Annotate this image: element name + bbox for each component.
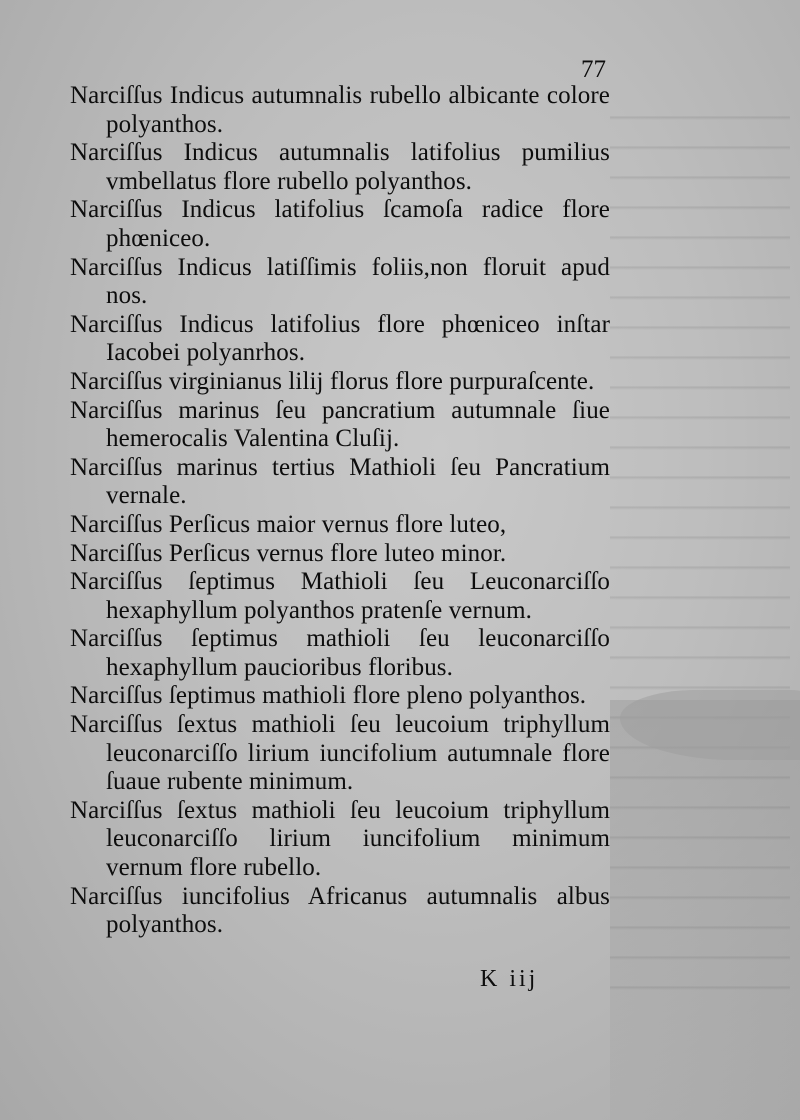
list-item: Narciſſus Indicus latifolius ſcamoſa radice flore phœniceo. bbox=[70, 196, 610, 252]
list-item: Narciſſus ſeptimus mathioli flore pleno polyanthos. bbox=[70, 682, 587, 710]
list-item: Narciſſus Indicus latiſſimis foliis,non floruit apud nos. bbox=[70, 253, 610, 310]
list-item: Narciſſus ſextus mathioli ſeu leucoium triphyllum leuconarciſſo lirium iuncifolium autumnale flore ſuaue rubente minimum. bbox=[70, 711, 610, 796]
signature-mark: K iij bbox=[480, 966, 539, 992]
plant-list bbox=[70, 82, 610, 940]
list-item: Narciſſus marinus tertius Mathioli ſeu Pancratium vernale. bbox=[70, 453, 610, 510]
list-item: Narciſſus ſeptimus Mathioli ſeu Leuconarciſſo hexaphyllum polyanthos pratenſe vernum. bbox=[70, 568, 610, 624]
list-item: Narciſſus marinus ſeu pancratium autumnale ſiue hemerocalis Valentina Cluſij. bbox=[70, 396, 610, 453]
list-item: Narciſſus ſeptimus mathioli ſeu leuconarciſſo hexaphyllum paucioribus floribus. bbox=[70, 625, 610, 681]
list-item: Narciſſus ſextus mathioli ſeu leucoium triphyllum leuconarciſſo lirium iuncifolium minimum vernum flore rubello. bbox=[70, 796, 610, 882]
list-item: Narciſſus Indicus latifolius flore phœniceo inſtar Iacobei polyanrhos. bbox=[70, 310, 610, 367]
list-item: Narciſſus Perſicus vernus flore luteo minor. bbox=[70, 539, 507, 567]
list-item: Narciſſus iuncifolius Africanus autumnalis albus polyanthos. bbox=[70, 882, 610, 939]
page-stain bbox=[610, 700, 800, 1120]
list-item: Narciſſus Indicus autumnalis latifolius pumilius vmbellatus flore rubello polyanthos. bbox=[70, 139, 610, 195]
list-item: Narciſſus Indicus autumnalis rubello albicante colore polyanthos. bbox=[70, 82, 610, 138]
page-number: 77 bbox=[581, 56, 606, 83]
list-item: Narciſſus Perſicus maior vernus flore luteo, bbox=[70, 510, 507, 538]
list-item: Narciſſus virginianus lilij florus flore purpuraſcente. bbox=[70, 367, 595, 395]
